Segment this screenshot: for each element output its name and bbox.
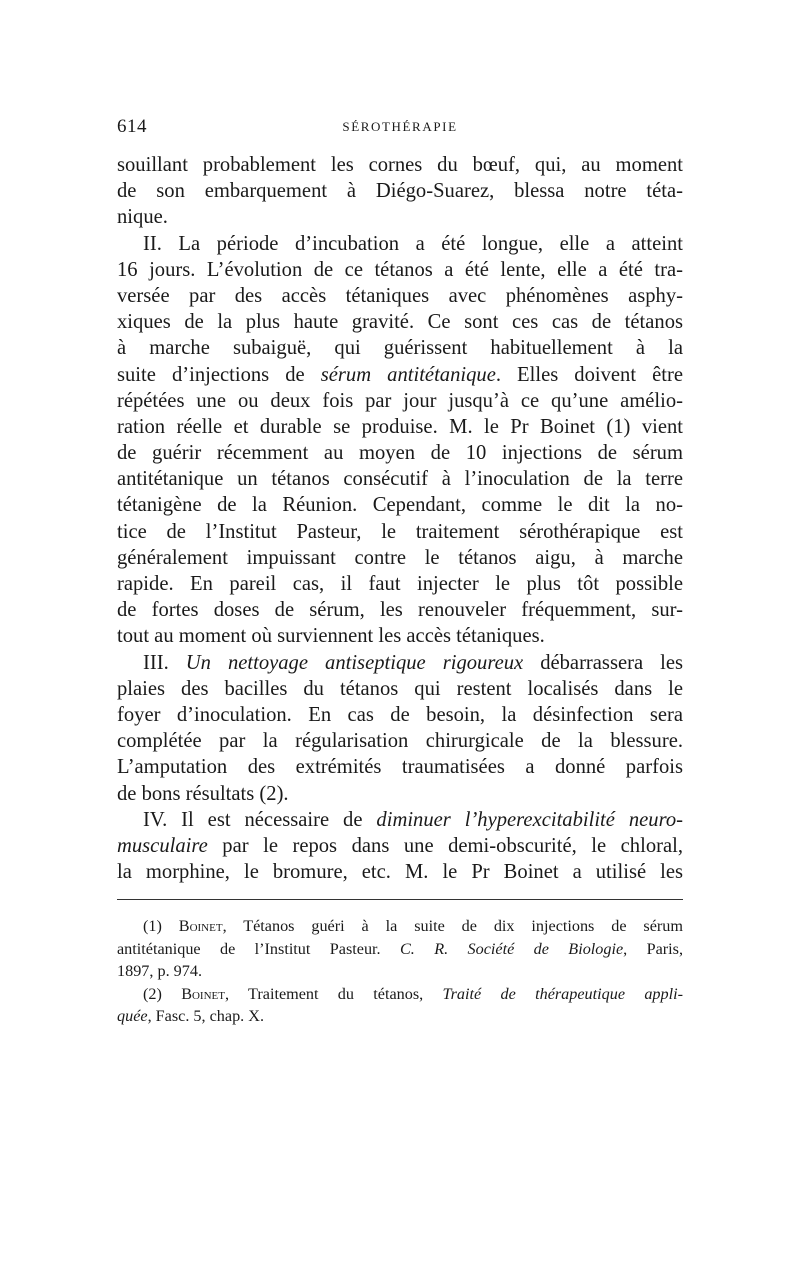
running-title: SÉROTHÉRAPIE: [342, 119, 458, 134]
footnote-1: [117, 915, 683, 938]
text-line: 16 jours. L’évolution de ce tétanos a été lente, elle a été tra-: [117, 258, 683, 281]
text-line: à marche subaiguë, qui guérissent habituellement à la: [117, 337, 683, 360]
running-head: [117, 116, 683, 140]
text-line: généralement impuissant contre le tétanos aigu, à marche: [117, 546, 683, 569]
text-line: plaies des bacilles du tétanos qui restent localisés dans le: [117, 677, 683, 700]
text-run: , Paris,: [623, 939, 684, 958]
italic-phrase: quée: [117, 1007, 148, 1025]
text-run: , Tétanos guéri à la suite de dix injections de sérum: [222, 917, 683, 935]
text-line: xiques de la plus haute gravité. Ce sont ces cas de tétanos: [117, 311, 683, 334]
text-run: . Elles doivent être: [495, 363, 683, 386]
footnotes: [117, 915, 683, 1028]
paragraph-ii-start: II. La période d’incubation a été longue, elle a atteint: [143, 232, 683, 255]
footnote-line: [117, 938, 683, 961]
text-line: tétanigène de la Réunion. Cependant, comme le dit la no-: [117, 494, 683, 517]
italic-phrase: Un nettoyage antiseptique rigoureux: [185, 651, 524, 674]
footnote-line: [117, 1005, 683, 1028]
text-run: suite d’injections de: [117, 363, 321, 386]
footnote-marker: (2): [143, 984, 182, 1003]
italic-phrase: musculaire: [117, 834, 208, 857]
italic-phrase: Traité de thérapeutique appli-: [442, 984, 683, 1003]
paragraph-iii-start: [117, 650, 683, 676]
text-line: de fortes doses de sérum, les renouveler fréquemment, sur-: [117, 599, 683, 622]
body-text: [117, 152, 683, 885]
page-number: 614: [117, 116, 147, 137]
paragraph-iv-start: [117, 807, 683, 833]
text-run: débarrassera les: [523, 651, 683, 674]
text-line: foyer d’inoculation. En cas de besoin, la désinfection sera: [117, 703, 683, 726]
italic-phrase: sérum antitétanique: [320, 363, 496, 386]
text-run: IV. Il est nécessaire de: [143, 808, 377, 831]
text-line: tout au moment où surviennent les accès tétaniques.: [117, 625, 545, 648]
text-line: L’amputation des extrémités traumatisées a donné parfois: [117, 756, 683, 779]
text-line: ration réelle et durable se produise. M. le Pr Boinet (1) vient: [117, 415, 683, 438]
footnote-marker: (1): [143, 917, 179, 935]
text-line: [117, 833, 683, 859]
italic-phrase: diminuer l’hyperexcitabilité neuro-: [376, 808, 683, 831]
text-run: III.: [143, 651, 186, 674]
text-line: rapide. En pareil cas, il faut injecter le plus tôt possible: [117, 573, 683, 595]
text-line: complétée par la régularisation chirurgicale de la blessure.: [117, 730, 683, 753]
text-line: de son embarquement à Diégo-Suarez, blessa notre téta-: [117, 180, 683, 203]
author-name: Boinet: [181, 984, 225, 1003]
text-line: nique.: [117, 206, 168, 229]
text-run: antitétanique de l’Institut Pasteur.: [117, 939, 400, 958]
text-run: , Fasc. 5, chap. X.: [147, 1007, 264, 1025]
text-line: versée par des accès tétaniques avec phénomènes asphy-: [117, 284, 683, 307]
italic-phrase: C. R. Société de Biologie: [399, 939, 624, 958]
footnote-2: [117, 983, 683, 1006]
text-line: [117, 362, 683, 388]
text-line: souillant probablement les cornes du bœuf, qui, au moment: [117, 154, 683, 176]
text-line: antitétanique un tétanos consécutif à l’inoculation de la terre: [117, 468, 683, 491]
text-run: par le repos dans une demi-obscurité, le chloral,: [207, 834, 683, 857]
text-run: , Traitement du tétanos,: [224, 984, 443, 1003]
footnote-rule: [117, 899, 683, 900]
author-name: Boinet: [178, 917, 223, 935]
footnote-line: 1897, p. 974.: [117, 962, 202, 980]
text-line: répétées une ou deux fois par jour jusqu’à ce qu’une amélio-: [117, 389, 683, 412]
text-line: de guérir récemment au moyen de 10 injections de sérum: [117, 442, 683, 465]
text-line: de bons résultats (2).: [117, 782, 289, 805]
text-line: tice de l’Institut Pasteur, le traitement sérothérapique est: [117, 520, 683, 543]
text-line: la morphine, le bromure, etc. M. le Pr Boinet a utilisé les: [117, 861, 683, 884]
